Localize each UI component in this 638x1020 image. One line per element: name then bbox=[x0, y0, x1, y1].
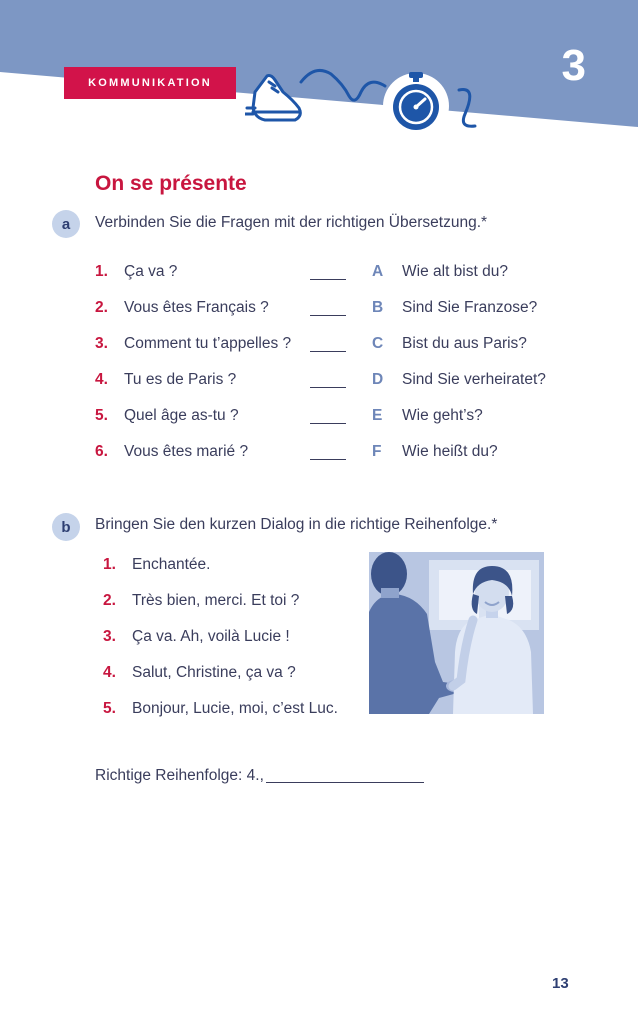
question-text: Quel âge as-tu ? bbox=[124, 407, 239, 424]
section-a-instruction: Verbinden Sie die Fragen mit der richtigen Übersetzung.* bbox=[95, 214, 488, 231]
question-text: Vous êtes marié ? bbox=[124, 443, 249, 460]
section-b-instruction: Bringen Sie den kurzen Dialog in die richtige Reihenfolge.* bbox=[95, 516, 498, 533]
question-number: 3. bbox=[95, 335, 108, 352]
greeting-photo bbox=[369, 552, 544, 714]
dialog-line-number: 3. bbox=[103, 628, 116, 645]
dialog-line-text: Bonjour, Lucie, moi, c’est Luc. bbox=[132, 700, 338, 717]
answer-blank[interactable] bbox=[310, 279, 346, 280]
running-shoe-icon bbox=[245, 76, 300, 121]
translation-text: Wie alt bist du? bbox=[402, 263, 508, 280]
question-number: 1. bbox=[95, 263, 108, 280]
answer-blank[interactable] bbox=[310, 351, 346, 352]
translation-letter: D bbox=[372, 371, 384, 388]
question-row bbox=[95, 407, 575, 429]
translation-letter: B bbox=[372, 299, 384, 316]
translation-text: Wie heißt du? bbox=[402, 443, 498, 460]
question-row bbox=[95, 371, 575, 393]
section-b-marker: b bbox=[52, 513, 80, 541]
section-a-marker: a bbox=[52, 210, 80, 238]
speed-line-tail bbox=[459, 90, 475, 127]
speed-line-icon bbox=[301, 70, 385, 100]
page-number: 13 bbox=[552, 975, 569, 992]
question-number: 6. bbox=[95, 443, 108, 460]
question-text: Vous êtes Français ? bbox=[124, 299, 269, 316]
dialog-line-text: Très bien, merci. Et toi ? bbox=[132, 592, 300, 609]
translation-letter: F bbox=[372, 443, 382, 460]
answer-blank[interactable] bbox=[310, 315, 346, 316]
stopwatch-icon bbox=[383, 72, 449, 139]
question-row bbox=[95, 443, 575, 465]
dialog-line-text: Salut, Christine, ça va ? bbox=[132, 664, 296, 681]
question-row bbox=[95, 299, 575, 321]
question-row bbox=[95, 263, 575, 285]
dialog-line-number: 1. bbox=[103, 556, 116, 573]
question-row bbox=[95, 335, 575, 357]
dialog-line-text: Ça va. Ah, voilà Lucie ! bbox=[132, 628, 290, 645]
order-answer-blank[interactable] bbox=[266, 782, 424, 783]
question-text: Tu es de Paris ? bbox=[124, 371, 237, 388]
translation-letter: C bbox=[372, 335, 384, 352]
question-number: 4. bbox=[95, 371, 108, 388]
question-text: Ça va ? bbox=[124, 263, 178, 280]
question-text: Comment tu t’appelles ? bbox=[124, 335, 292, 352]
translation-text: Sind Sie Franzose? bbox=[402, 299, 538, 316]
translation-text: Sind Sie verheiratet? bbox=[402, 371, 546, 388]
answer-blank[interactable] bbox=[310, 459, 346, 460]
answer-blank[interactable] bbox=[310, 423, 346, 424]
translation-text: Bist du aus Paris? bbox=[402, 335, 527, 352]
translation-text: Wie geht’s? bbox=[402, 407, 483, 424]
exercise-title: On se présente bbox=[95, 172, 247, 195]
section-badge: KOMMUNIKATION bbox=[64, 67, 236, 99]
dialog-line-text: Enchantée. bbox=[132, 556, 211, 573]
order-answer-label: Richtige Reihenfolge: 4., bbox=[95, 767, 264, 784]
chapter-number: 3 bbox=[561, 41, 586, 90]
question-number: 5. bbox=[95, 407, 108, 424]
translation-letter: E bbox=[372, 407, 383, 424]
dialog-line-number: 2. bbox=[103, 592, 116, 609]
dialog-line-number: 5. bbox=[103, 700, 116, 717]
header-decoration bbox=[245, 62, 485, 142]
dialog-line-number: 4. bbox=[103, 664, 116, 681]
question-number: 2. bbox=[95, 299, 108, 316]
answer-blank[interactable] bbox=[310, 387, 346, 388]
translation-letter: A bbox=[372, 263, 384, 280]
